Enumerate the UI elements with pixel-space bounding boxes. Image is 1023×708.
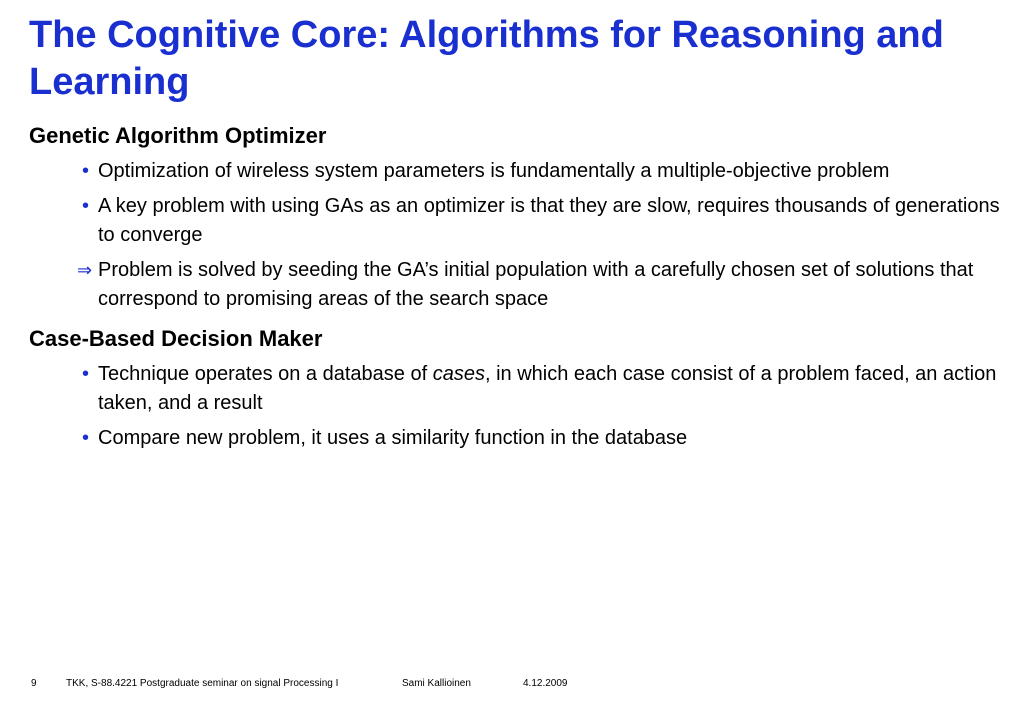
bullet-item — [29, 157, 1004, 186]
bullet-text: Problem is solved by seeding the GA’s initial population with a carefully chosen set of solutions that correspond to promising areas of the search space — [98, 259, 974, 310]
emphasis-cases: cases — [432, 363, 485, 385]
footer-author: Sami Kallioinen — [402, 678, 471, 689]
bullet-text: Compare new problem, it uses a similarity function in the database — [98, 427, 688, 449]
bullet-icon: • — [82, 160, 90, 182]
bullet-icon: • — [82, 363, 90, 385]
slide-title: The Cognitive Core: Algorithms for Reasoning and Learning — [29, 14, 944, 103]
bullet-text: A key problem with using GAs as an optimizer is that they are slow, requires thousands of generations to converge — [98, 195, 1000, 246]
bullet-item — [29, 192, 1004, 250]
section-heading-case-based: Case-Based Decision Maker — [29, 326, 323, 351]
bullet-text — [98, 363, 996, 414]
bullet-item — [29, 360, 1004, 418]
bullet-text: Optimization of wireless system parameters is fundamentally a multiple-objective problem — [98, 160, 890, 182]
section-heading-genetic-algorithm: Genetic Algorithm Optimizer — [29, 123, 327, 148]
bullet-text-before: Technique operates on a database of — [98, 363, 433, 385]
bullet-icon: • — [82, 427, 90, 449]
bullet-icon: • — [82, 195, 90, 217]
page-number: 9 — [31, 678, 37, 689]
bullet-item — [29, 424, 1004, 453]
slide-content — [29, 121, 1004, 459]
footer-course: TKK, S-88.4221 Postgraduate seminar on signal Processing I — [66, 678, 339, 689]
implies-arrow-icon: ⇒ — [77, 260, 93, 280]
footer-date: 4.12.2009 — [523, 678, 568, 689]
bullet-text-after: , in which each case consist of a problem faced, an action taken, and a result — [98, 363, 997, 414]
bullet-item-conclusion — [29, 256, 1004, 314]
